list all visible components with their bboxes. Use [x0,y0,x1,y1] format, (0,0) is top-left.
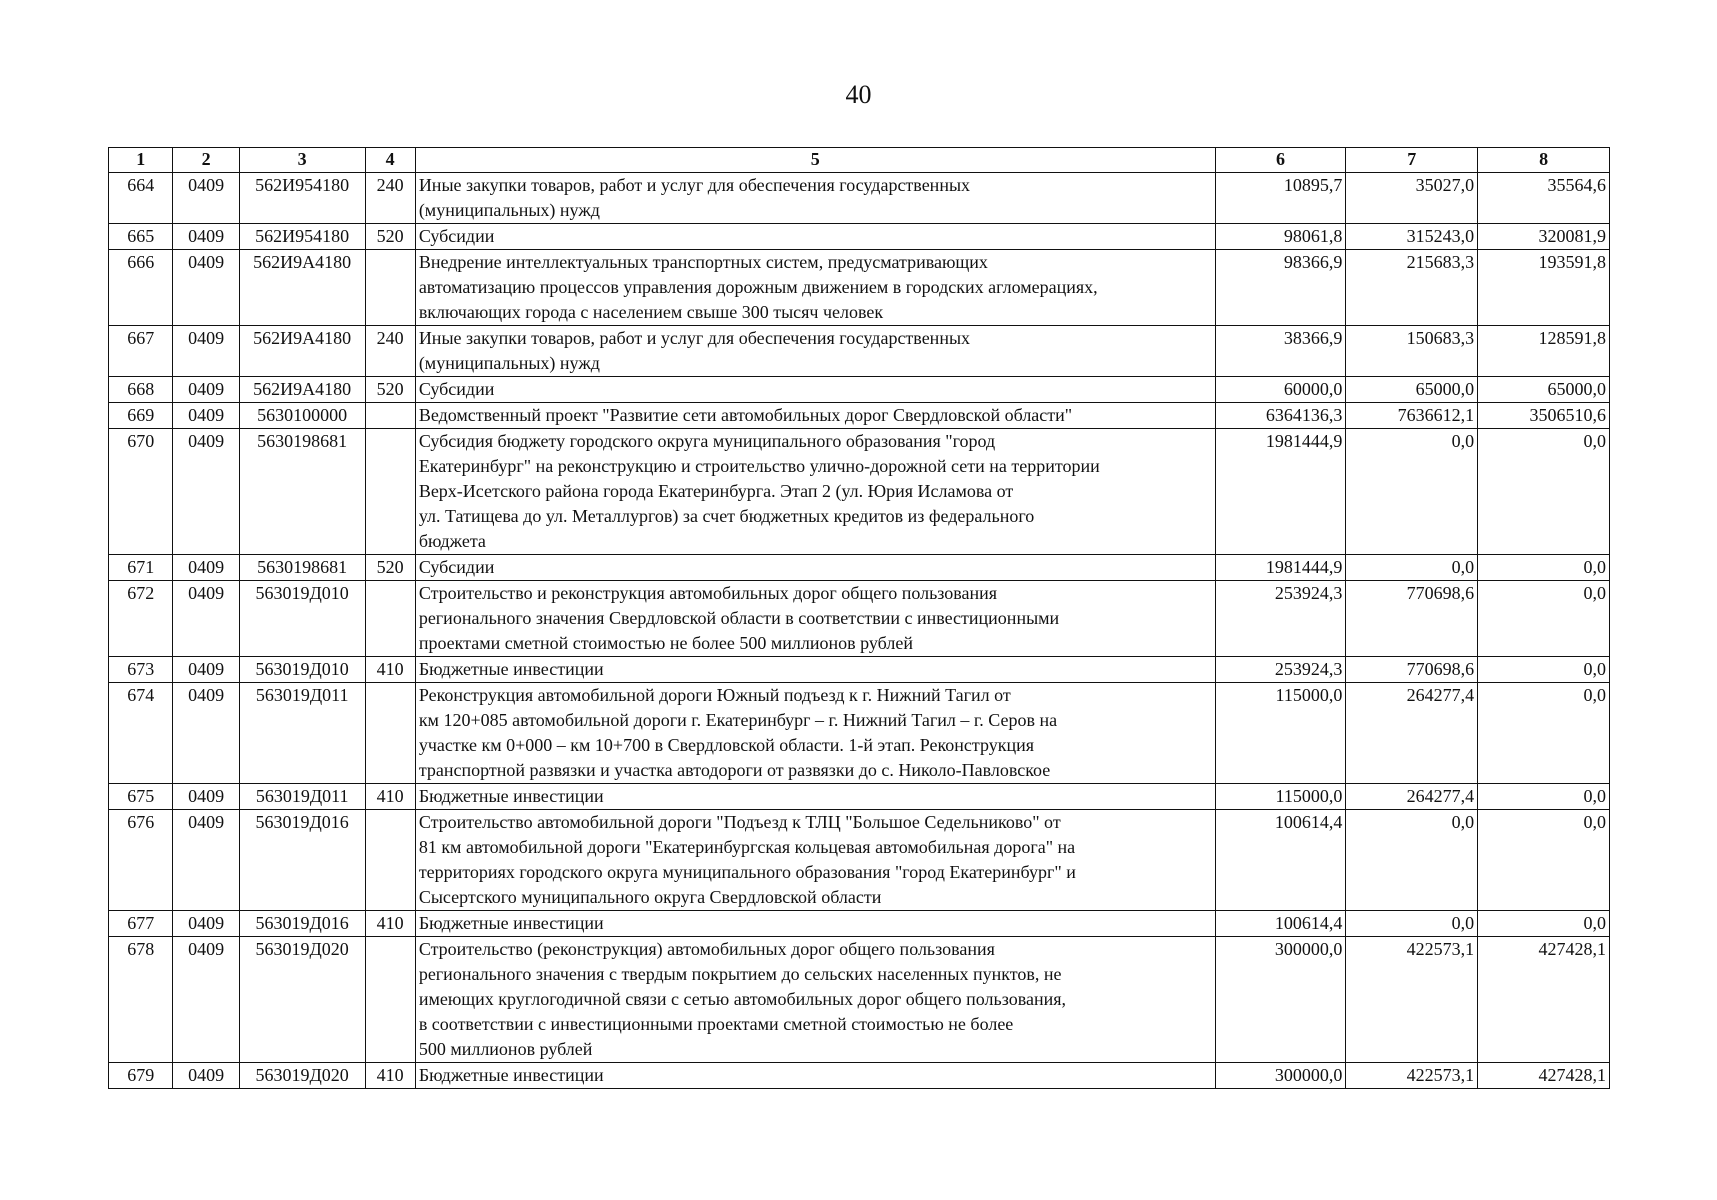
description-line: имеющих круглогодичной связи с сетью автомобильных дорог общего пользования, [418,989,1067,1009]
amount-col7-cell: 0,0 [1346,810,1478,911]
section-code-cell: 0409 [173,937,239,1063]
amount-col8-cell: 35564,6 [1478,173,1610,224]
description-line: 81 км автомобильной дороги "Екатеринбургская кольцевая автомобильная дорога" на [418,837,1076,857]
table-row [109,429,1610,555]
table-row [109,173,1610,224]
target-article-cell: 562И9А4180 [239,326,365,377]
column-header-1: 1 [109,148,173,173]
column-header-7: 7 [1346,148,1478,173]
section-code-cell: 0409 [173,784,239,810]
amount-col6-cell: 1981444,9 [1215,555,1346,581]
amount-col8-cell: 0,0 [1478,911,1610,937]
row-number-cell: 672 [109,581,173,657]
amount-col7-cell: 35027,0 [1346,173,1478,224]
description-cell [415,555,1215,581]
row-number-cell: 668 [109,377,173,403]
row-number-cell: 676 [109,810,173,911]
row-number-cell: 671 [109,555,173,581]
description-line: Реконструкция автомобильной дороги Южный подъезд к г. Нижний Тагил от [418,685,1011,705]
amount-col7-cell: 770698,6 [1346,581,1478,657]
description-line: территориях городского округа муниципального образования "город Екатеринбург" и [418,862,1076,882]
description-cell [415,173,1215,224]
target-article-cell: 563019Д020 [239,1063,365,1089]
section-code-cell: 0409 [173,657,239,683]
table-row [109,1063,1610,1089]
description-cell [415,403,1215,429]
description-line: Субсидии [418,379,495,399]
amount-col6-cell: 115000,0 [1215,683,1346,784]
amount-col8-cell: 0,0 [1478,429,1610,555]
expense-type-cell: 520 [365,377,415,403]
expense-type-cell: 410 [365,784,415,810]
amount-col6-cell: 300000,0 [1215,937,1346,1063]
table-row [109,810,1610,911]
row-number-cell: 669 [109,403,173,429]
description-line: в соответствии с инвестиционными проектами сметной стоимостью не более [418,1014,1014,1034]
amount-col6-cell: 1981444,9 [1215,429,1346,555]
amount-col6-cell: 98366,9 [1215,250,1346,326]
description-cell [415,250,1215,326]
amount-col7-cell: 0,0 [1346,911,1478,937]
description-line: Бюджетные инвестиции [418,786,604,806]
section-code-cell: 0409 [173,581,239,657]
target-article-cell: 5630100000 [239,403,365,429]
description-line: автоматизацию процессов управления дорожным движением в городских агломерациях, [418,277,1098,297]
description-line: участке км 0+000 – км 10+700 в Свердловской области. 1-й этап. Реконструкция [418,735,1035,755]
table-row [109,224,1610,250]
table-row [109,403,1610,429]
target-article-cell: 563019Д011 [239,683,365,784]
table-row [109,937,1610,1063]
target-article-cell: 563019Д010 [239,657,365,683]
amount-col7-cell: 150683,3 [1346,326,1478,377]
section-code-cell: 0409 [173,429,239,555]
row-number-cell: 666 [109,250,173,326]
description-line: регионального значения с твердым покрытием до сельских населенных пунктов, не [418,964,1062,984]
expense-type-cell: 410 [365,911,415,937]
amount-col7-cell: 264277,4 [1346,683,1478,784]
amount-col6-cell: 98061,8 [1215,224,1346,250]
table-row [109,326,1610,377]
expense-type-cell [365,937,415,1063]
section-code-cell: 0409 [173,683,239,784]
amount-col7-cell: 0,0 [1346,555,1478,581]
amount-col8-cell: 427428,1 [1478,937,1610,1063]
expense-type-cell [365,810,415,911]
amount-col7-cell: 264277,4 [1346,784,1478,810]
amount-col8-cell: 0,0 [1478,810,1610,911]
amount-col8-cell: 0,0 [1478,784,1610,810]
description-cell [415,377,1215,403]
column-header-2: 2 [173,148,239,173]
amount-col7-cell: 215683,3 [1346,250,1478,326]
description-line: Бюджетные инвестиции [418,913,604,933]
column-header-6: 6 [1215,148,1346,173]
description-line: Строительство (реконструкция) автомобильных дорог общего пользования [418,939,995,959]
table-body [109,173,1610,1089]
amount-col6-cell: 253924,3 [1215,581,1346,657]
amount-col8-cell: 3506510,6 [1478,403,1610,429]
amount-col8-cell: 320081,9 [1478,224,1610,250]
section-code-cell: 0409 [173,377,239,403]
description-line: Сысертского муниципального округа Свердловской области [418,887,882,907]
table-row [109,657,1610,683]
target-article-cell: 562И9А4180 [239,377,365,403]
row-number-cell: 674 [109,683,173,784]
expense-type-cell [365,429,415,555]
amount-col7-cell: 0,0 [1346,429,1478,555]
description-line: 500 миллионов рублей [418,1039,593,1059]
amount-col8-cell: 427428,1 [1478,1063,1610,1089]
amount-col7-cell: 422573,1 [1346,1063,1478,1089]
amount-col6-cell: 100614,4 [1215,911,1346,937]
amount-col8-cell: 193591,8 [1478,250,1610,326]
expense-type-cell: 240 [365,326,415,377]
expense-type-cell [365,250,415,326]
description-line: Екатеринбург" на реконструкцию и строительство улично-дорожной сети на территории [418,456,1100,476]
description-line: Верх-Исетского района города Екатеринбурга. Этап 2 (ул. Юрия Исламова от [418,481,1014,501]
target-article-cell: 563019Д010 [239,581,365,657]
description-cell [415,810,1215,911]
table-row [109,250,1610,326]
description-line: Иные закупки товаров, работ и услуг для обеспечения государственных [418,175,971,195]
section-code-cell: 0409 [173,810,239,911]
amount-col7-cell: 65000,0 [1346,377,1478,403]
expense-type-cell: 520 [365,555,415,581]
amount-col7-cell: 315243,0 [1346,224,1478,250]
amount-col6-cell: 38366,9 [1215,326,1346,377]
amount-col7-cell: 422573,1 [1346,937,1478,1063]
section-code-cell: 0409 [173,250,239,326]
section-code-cell: 0409 [173,1063,239,1089]
amount-col8-cell: 0,0 [1478,683,1610,784]
row-number-cell: 664 [109,173,173,224]
description-line: включающих города с населением свыше 300 тысяч человек [418,302,884,322]
description-line: (муниципальных) нужд [418,353,600,373]
amount-col8-cell: 0,0 [1478,657,1610,683]
description-line: Бюджетные инвестиции [418,659,604,679]
description-cell [415,657,1215,683]
description-cell [415,683,1215,784]
row-number-cell: 665 [109,224,173,250]
amount-col8-cell: 0,0 [1478,555,1610,581]
column-header-4: 4 [365,148,415,173]
amount-col6-cell: 60000,0 [1215,377,1346,403]
amount-col6-cell: 300000,0 [1215,1063,1346,1089]
expense-type-cell: 410 [365,657,415,683]
expense-type-cell [365,581,415,657]
description-line: бюджета [418,531,486,551]
table-row [109,784,1610,810]
table-row [109,683,1610,784]
amount-col7-cell: 770698,6 [1346,657,1478,683]
amount-col6-cell: 10895,7 [1215,173,1346,224]
description-line: (муниципальных) нужд [418,200,600,220]
expense-type-cell [365,683,415,784]
amount-col7-cell: 7636612,1 [1346,403,1478,429]
row-number-cell: 675 [109,784,173,810]
expense-type-cell [365,403,415,429]
section-code-cell: 0409 [173,403,239,429]
section-code-cell: 0409 [173,911,239,937]
target-article-cell: 562И954180 [239,224,365,250]
target-article-cell: 562И9А4180 [239,250,365,326]
row-number-cell: 677 [109,911,173,937]
row-number-cell: 670 [109,429,173,555]
table-row [109,555,1610,581]
description-cell [415,784,1215,810]
description-cell [415,581,1215,657]
amount-col8-cell: 0,0 [1478,581,1610,657]
column-header-8: 8 [1478,148,1610,173]
description-line: Строительство автомобильной дороги "Подъезд к ТЛЦ "Большое Седельниково" от [418,812,1061,832]
description-line: транспортной развязки и участка автодороги от развязки до с. Николо-Павловское [418,760,1051,780]
amount-col6-cell: 100614,4 [1215,810,1346,911]
column-header-5: 5 [415,148,1215,173]
target-article-cell: 563019Д020 [239,937,365,1063]
description-line: Внедрение интеллектуальных транспортных систем, предусматривающих [418,252,988,272]
expense-type-cell: 520 [365,224,415,250]
expense-type-cell: 410 [365,1063,415,1089]
amount-col6-cell: 253924,3 [1215,657,1346,683]
amount-col6-cell: 115000,0 [1215,784,1346,810]
description-cell [415,911,1215,937]
amount-col8-cell: 128591,8 [1478,326,1610,377]
budget-table [108,147,1610,1089]
description-line: Субсидия бюджету городского округа муниципального образования "город [418,431,996,451]
target-article-cell: 5630198681 [239,555,365,581]
description-line: регионального значения Свердловской области в соответствии с инвестиционными [418,608,1060,628]
row-number-cell: 678 [109,937,173,1063]
table-row [109,377,1610,403]
section-code-cell: 0409 [173,326,239,377]
description-line: Субсидии [418,557,495,577]
amount-col6-cell: 6364136,3 [1215,403,1346,429]
description-line: Строительство и реконструкция автомобильных дорог общего пользования [418,583,998,603]
table-row [109,581,1610,657]
target-article-cell: 563019Д016 [239,810,365,911]
table-row [109,911,1610,937]
amount-col8-cell: 65000,0 [1478,377,1610,403]
page-number: 40 [845,80,872,109]
section-code-cell: 0409 [173,173,239,224]
section-code-cell: 0409 [173,224,239,250]
header-row [109,148,1610,173]
expense-type-cell: 240 [365,173,415,224]
column-header-3: 3 [239,148,365,173]
row-number-cell: 667 [109,326,173,377]
target-article-cell: 562И954180 [239,173,365,224]
section-code-cell: 0409 [173,555,239,581]
row-number-cell: 679 [109,1063,173,1089]
description-cell [415,326,1215,377]
target-article-cell: 5630198681 [239,429,365,555]
description-line: проектами сметной стоимостью не более 500 миллионов рублей [418,633,913,653]
row-number-cell: 673 [109,657,173,683]
description-line: Субсидии [418,226,495,246]
description-line: Бюджетные инвестиции [418,1065,604,1085]
description-cell [415,224,1215,250]
target-article-cell: 563019Д011 [239,784,365,810]
description-cell [415,429,1215,555]
description-cell [415,1063,1215,1089]
description-line: ул. Татищева до ул. Металлургов) за счет бюджетных кредитов из федерального [418,506,1035,526]
target-article-cell: 563019Д016 [239,911,365,937]
description-line: км 120+085 автомобильной дороги г. Екатеринбург – г. Нижний Тагил – г. Серов на [418,710,1058,730]
description-cell [415,937,1215,1063]
description-line: Ведомственный проект "Развитие сети автомобильных дорог Свердловской области" [418,405,1073,425]
description-line: Иные закупки товаров, работ и услуг для обеспечения государственных [418,328,971,348]
